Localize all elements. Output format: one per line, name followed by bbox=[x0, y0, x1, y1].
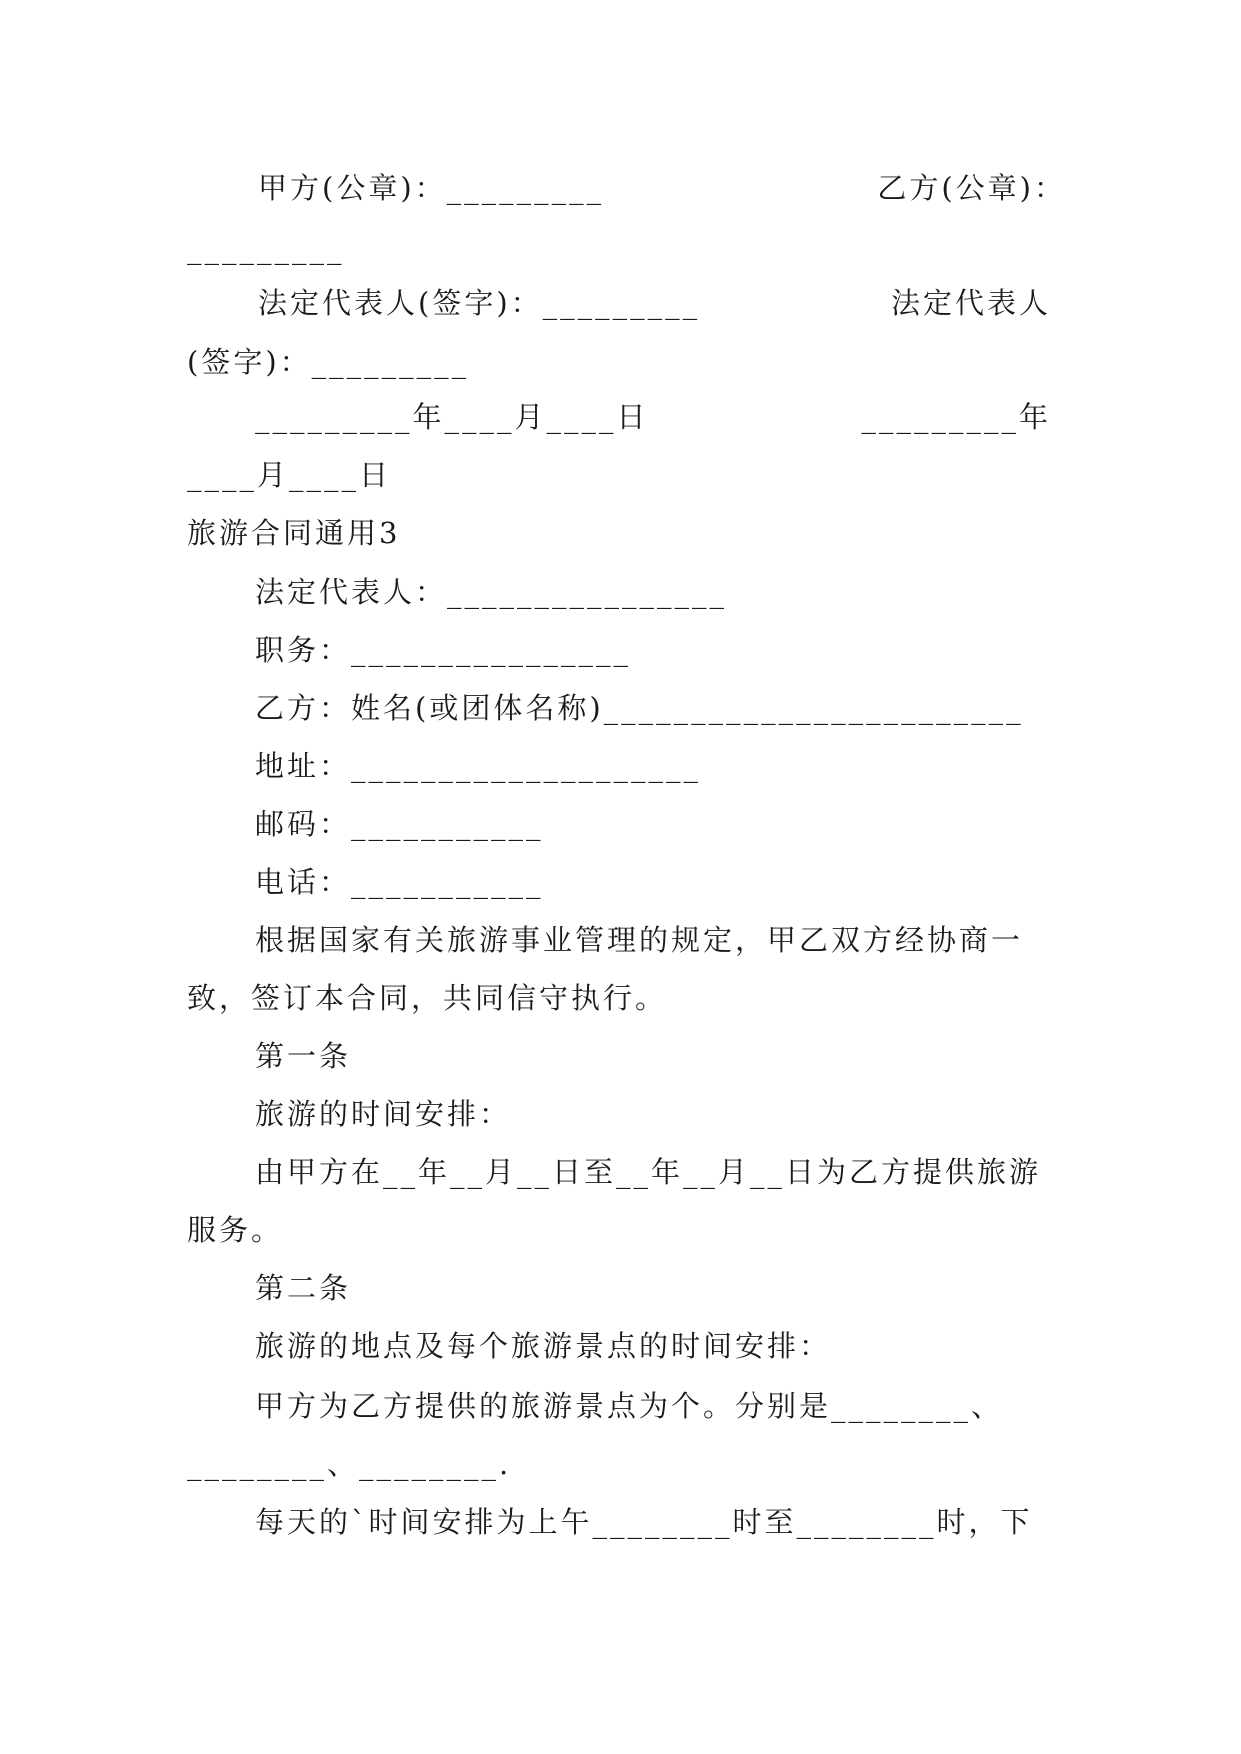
legal-representative-field: 法定代表人：________________ bbox=[255, 575, 728, 609]
party-a-seal-line: 甲方(公章)：_________ bbox=[258, 171, 605, 205]
intro-paragraph-line-1: 根据国家有关旅游事业管理的规定，甲乙双方经协商一 bbox=[255, 923, 1024, 957]
party-a-date-line: _________年____月____日 bbox=[255, 400, 649, 434]
article-2-text-line-2: ________、________. bbox=[187, 1447, 512, 1481]
article-1-title: 旅游的时间安排： bbox=[255, 1097, 512, 1131]
article-2-text-line-3: 每天的`时间安排为上午________时至________时，下 bbox=[255, 1505, 1033, 1539]
article-1-heading: 第一条 bbox=[255, 1039, 352, 1073]
intro-paragraph-line-2: 致，签订本合同，共同信守执行。 bbox=[187, 981, 668, 1015]
section-heading: 旅游合同通用3 bbox=[187, 516, 401, 550]
article-1-text-line-1: 由甲方在__年__月__日至__年__月__日为乙方提供旅游 bbox=[255, 1155, 1042, 1189]
party-b-date-year: _________年 bbox=[861, 400, 1051, 434]
postal-code-field: 邮码：___________ bbox=[255, 807, 544, 841]
phone-field: 电话：___________ bbox=[255, 865, 544, 899]
party-a-representative-line: 法定代表人(签字)：_________ bbox=[258, 286, 701, 320]
party-b-date-month-day: ____月____日 bbox=[187, 458, 392, 492]
article-2-title: 旅游的地点及每个旅游景点的时间安排： bbox=[255, 1329, 832, 1363]
address-field: 地址：____________________ bbox=[255, 749, 702, 783]
party-b-representative-label: 法定代表人 bbox=[890, 286, 1051, 320]
article-2-heading: 第二条 bbox=[255, 1271, 352, 1305]
party-b-name-field: 乙方：姓名(或团体名称)________________________ bbox=[255, 691, 1024, 725]
party-b-representative-signature: (签字)：_________ bbox=[187, 345, 470, 379]
party-b-seal-label: 乙方(公章)： bbox=[877, 171, 1066, 205]
article-2-text-line-1: 甲方为乙方提供的旅游景点为个。分别是________、 bbox=[255, 1389, 1004, 1423]
article-1-text-line-2: 服务。 bbox=[187, 1213, 284, 1247]
position-field: 职务：________________ bbox=[255, 633, 632, 667]
party-b-seal-blank: _________ bbox=[187, 231, 345, 265]
